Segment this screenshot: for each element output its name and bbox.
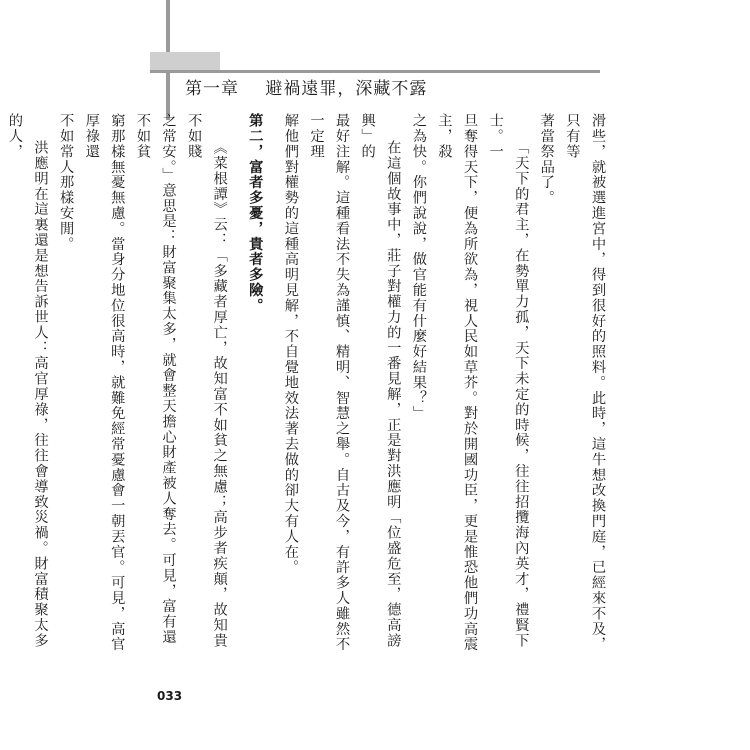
- text-column: 在這個故事中，莊子對權力的一番見解，正是對洪應明「位盛危至，德高謗興」的: [359, 113, 402, 649]
- chapter-title: 避禍遠罪，深藏不露: [265, 79, 428, 99]
- text-column: 最好注解。這種看法不失為謹慎、精明、智慧之舉。自古及今，有許多人雖然不一定理: [308, 113, 351, 652]
- header-gray-bar: [150, 52, 220, 70]
- chapter-label: 第一章: [185, 79, 239, 99]
- text-column: 洪應明在這裏還是想告訴世人：高官厚祿，往往會導致災禍。財富積聚太多的人，: [6, 113, 49, 649]
- header-horizontal-rule: [150, 70, 600, 73]
- text-column: 窮那樣無憂無慮。當身分地位很高時，就難免經常憂慮會一朝丟官。可見，高官厚祿還: [83, 113, 126, 652]
- page-number: 033: [157, 689, 183, 703]
- text-column: 旦奪得天下，便為所欲為，視人民如草芥。對於開國功臣，更是惟恐他們功高震主，殺: [436, 113, 479, 652]
- text-column: 不如常人那樣安閒。: [58, 113, 75, 252]
- text-column: 滑些，就被選進宮中，得到很好的照料。此時，這牛想改換門庭，已經來不及，只有等: [564, 113, 606, 652]
- vertical-text-body: [6, 113, 610, 653]
- text-column: 「天下的君主，在勢單力孤，天下未定的時候，往往招攬海內英才，禮賢下士。一: [487, 113, 530, 649]
- text-column: [0, 113, 1, 653]
- chapter-header: [185, 74, 427, 99]
- text-column: 《菜根譚》云：「多藏者厚亡，故知富不如貧之無慮；高步者疾顛，故知貴不如賤: [186, 113, 228, 649]
- text-column: 之為快。你們說說，做官能有什麼好結果？」: [410, 113, 427, 421]
- text-column: 之常安。」意思是：財富聚集太多，就會整天擔心財產被人奪去。可見，富有還不如貧: [134, 113, 177, 645]
- text-column: 解他們對權勢的這種高明見解，不自覺地效法著去做的卻大有人在。: [282, 113, 299, 575]
- section-heading: 第二，富者多憂，貴者多險。: [247, 113, 264, 314]
- text-column: 著當祭品了。: [538, 113, 555, 206]
